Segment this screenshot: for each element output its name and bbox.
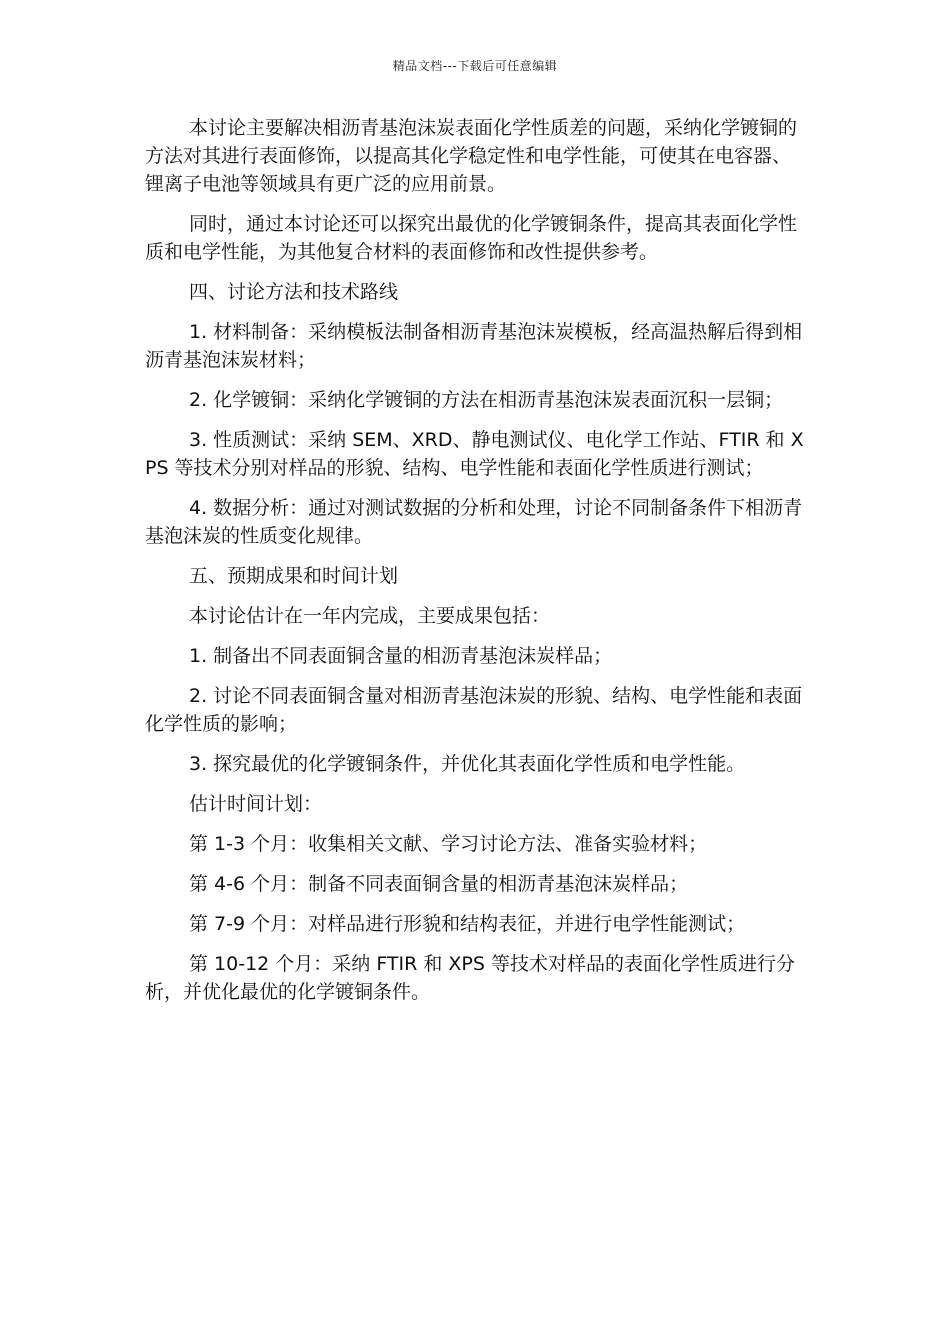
list-item-copper-plating: 2. 化学镀铜：采纳化学镀铜的方法在相沥青基泡沫炭表面沉积一层铜； — [189, 389, 784, 411]
list-item-property-testing: 3. 性质测试：采纳 SEM、XRD、静电测试仪、电化学工作站、FTIR 和 XPS 等技术分别对样品的形貌、结构、电学性能和表面化学性质进行测试； — [145, 429, 804, 479]
list-item-result-3: 3. 探究最优的化学镀铜条件，并优化其表面化学性质和电学性能。 — [189, 753, 746, 775]
list-item-data-analysis: 4. 数据分析：通过对测试数据的分析和处理，讨论不同制备条件下相沥青基泡沫炭的性质变化规律。 — [145, 497, 803, 547]
section-heading-methods: 四、讨论方法和技术路线 — [189, 281, 399, 303]
list-item-result-2: 2. 讨论不同表面铜含量对相沥青基泡沫炭的形貌、结构、电学性能和表面化学性质的影响； — [145, 685, 803, 735]
section-heading-results-plan: 五、预期成果和时间计划 — [189, 565, 399, 587]
paragraph-optimal-conditions: 同时，通过本讨论还可以探究出最优的化学镀铜条件，提高其表面化学性质和电学性能，为其他复合材料的表面修饰和改性提供参考。 — [145, 213, 798, 263]
schedule-item-months-10-12: 第 10-12 个月：采纳 FTIR 和 XPS 等技术对样品的表面化学性质进行分析，并优化最优的化学镀铜条件。 — [145, 953, 795, 1003]
list-item-material-prep: 1. 材料制备：采纳模板法制备相沥青基泡沫炭模板，经高温热解后得到相沥青基泡沫炭材料； — [145, 321, 803, 371]
schedule-item-months-7-9: 第 7-9 个月：对样品进行形貌和结构表征，并进行电学性能测试； — [189, 913, 746, 935]
paragraph-objective: 本讨论主要解决相沥青基泡沫炭表面化学性质差的问题，采纳化学镀铜的方法对其进行表面修饰，以提高其化学稳定性和电学性能，可使其在电容器、锂离子电池等领域具有更广泛的应用前景。 — [145, 117, 798, 195]
paragraph-results-intro: 本讨论估计在一年内完成，主要成果包括： — [189, 605, 551, 627]
paragraph-schedule-intro: 估计时间计划： — [189, 793, 323, 815]
schedule-item-months-4-6: 第 4-6 个月：制备不同表面铜含量的相沥青基泡沫炭样品； — [189, 873, 689, 895]
page-header: 精品文档---下载后可任意编辑 — [392, 59, 558, 73]
schedule-item-months-1-3: 第 1-3 个月：收集相关文献、学习讨论方法、准备实验材料； — [189, 833, 708, 855]
list-item-result-1: 1. 制备出不同表面铜含量的相沥青基泡沫炭样品； — [189, 645, 613, 667]
document-body — [145, 114, 805, 1018]
